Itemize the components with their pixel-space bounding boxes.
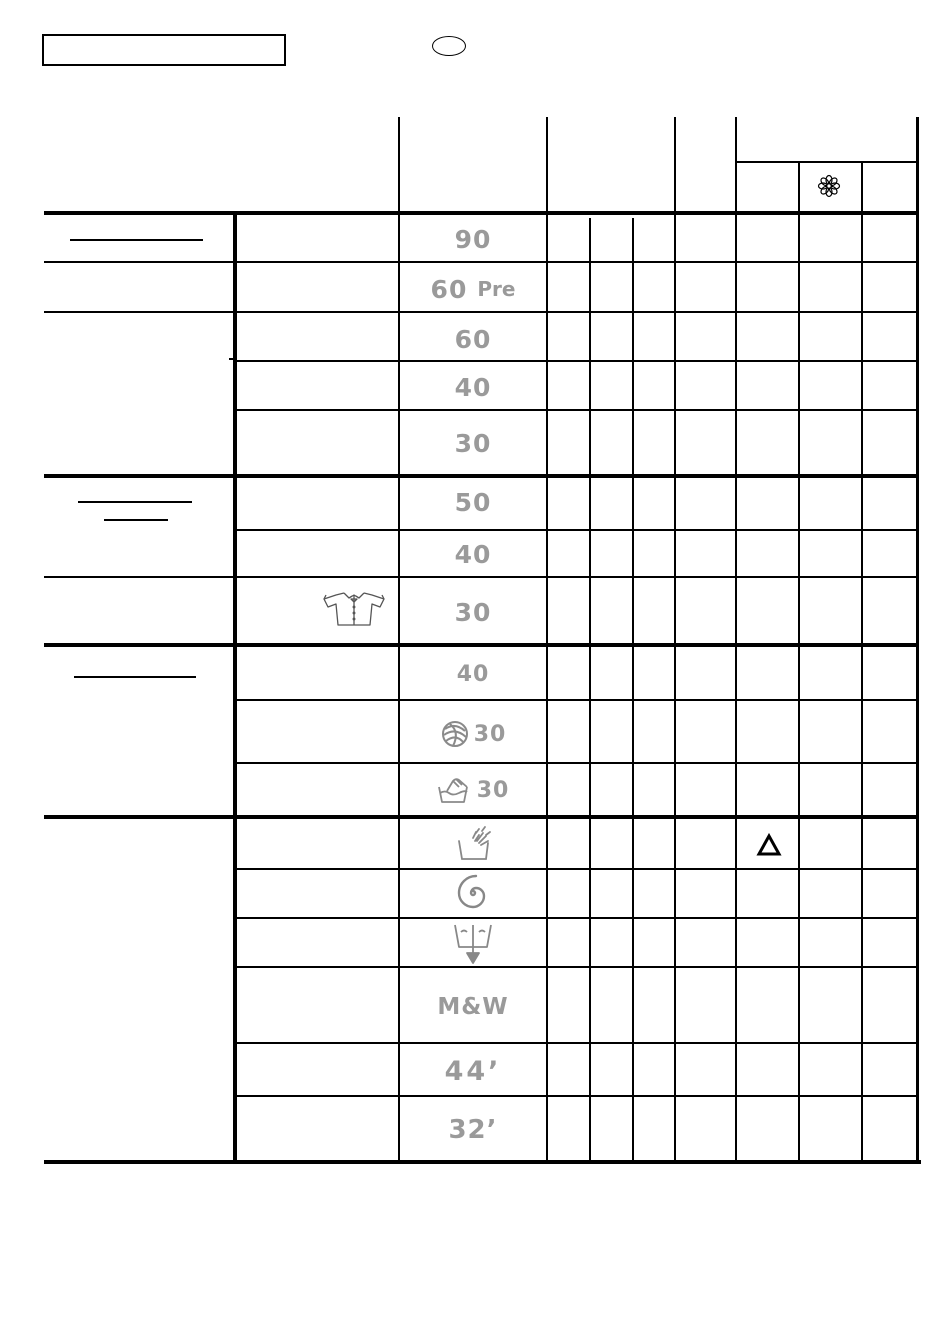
row-divider <box>236 529 919 531</box>
row-divider <box>236 1042 919 1044</box>
program-label <box>399 418 547 468</box>
program-temp: 50 <box>454 487 492 517</box>
program-temp: 40 <box>454 539 492 569</box>
handwash-icon <box>437 775 473 805</box>
program-time: 32’ <box>448 1115 498 1145</box>
program-name: M&W <box>437 994 509 1020</box>
program-label <box>399 266 547 312</box>
group-divider <box>44 643 919 647</box>
table-bottom-border <box>44 1160 921 1164</box>
underline-blank <box>78 501 192 503</box>
program-label <box>399 870 547 916</box>
row-divider <box>236 917 919 919</box>
program-time: 44’ <box>444 1055 502 1087</box>
program-label <box>399 919 547 967</box>
header-divider <box>546 117 548 213</box>
warning-triangle-icon <box>756 833 782 857</box>
row-divider <box>236 409 919 411</box>
column-divider <box>798 212 800 1162</box>
table-right-border <box>916 212 919 1162</box>
row-divider <box>236 868 919 870</box>
row-divider <box>44 261 919 263</box>
program-label <box>399 767 547 813</box>
program-label <box>399 218 547 260</box>
program-label <box>399 317 547 361</box>
program-label <box>399 480 547 524</box>
program-temp: 90 <box>454 224 492 254</box>
header-divider <box>916 117 919 213</box>
shirt-icon <box>322 589 386 627</box>
program-label <box>399 820 547 866</box>
column-divider <box>589 218 591 1162</box>
row-divider <box>236 966 919 968</box>
column-divider <box>632 218 634 1162</box>
column-divider-thick <box>233 212 237 1162</box>
program-label <box>399 1048 547 1094</box>
header-divider <box>735 117 737 213</box>
program-temp: 30 <box>473 721 507 747</box>
row-divider <box>236 1095 919 1097</box>
program-label <box>399 980 547 1034</box>
drain-icon <box>451 921 495 965</box>
rinse-icon <box>453 823 493 863</box>
prewash-suffix: Pre <box>477 277 516 301</box>
program-temp: 30 <box>454 428 492 458</box>
table-top-border <box>44 211 919 215</box>
program-temp: 30 <box>454 597 492 627</box>
header-divider <box>674 117 676 213</box>
row-divider <box>44 576 919 578</box>
header-divider <box>398 117 400 213</box>
program-label <box>399 364 547 410</box>
program-label <box>399 588 547 636</box>
program-temp: 60 <box>430 274 468 304</box>
program-temp: 40 <box>456 661 490 687</box>
program-label <box>399 532 547 576</box>
spin-icon <box>453 873 493 913</box>
program-temp: 30 <box>476 777 510 803</box>
program-label <box>399 652 547 696</box>
underline-blank <box>104 519 168 521</box>
program-temp: 60 <box>454 324 492 354</box>
group-divider <box>44 815 919 819</box>
header-divider <box>861 161 863 213</box>
header-subline <box>735 161 919 163</box>
group-divider <box>44 474 919 478</box>
program-label <box>399 710 547 758</box>
underline-blank <box>70 239 203 241</box>
column-divider <box>861 212 863 1162</box>
row-divider <box>236 762 919 764</box>
row-divider <box>236 699 919 701</box>
row-divider <box>236 360 919 362</box>
program-temp: 40 <box>454 372 492 402</box>
wool-icon <box>440 719 470 749</box>
program-label <box>399 1104 547 1156</box>
underline-blank <box>74 676 196 678</box>
language-badge <box>432 36 466 56</box>
header-divider <box>798 161 800 213</box>
flower-icon <box>817 174 841 198</box>
column-divider <box>674 212 676 1162</box>
column-divider <box>735 212 737 1162</box>
title-box <box>42 34 286 66</box>
